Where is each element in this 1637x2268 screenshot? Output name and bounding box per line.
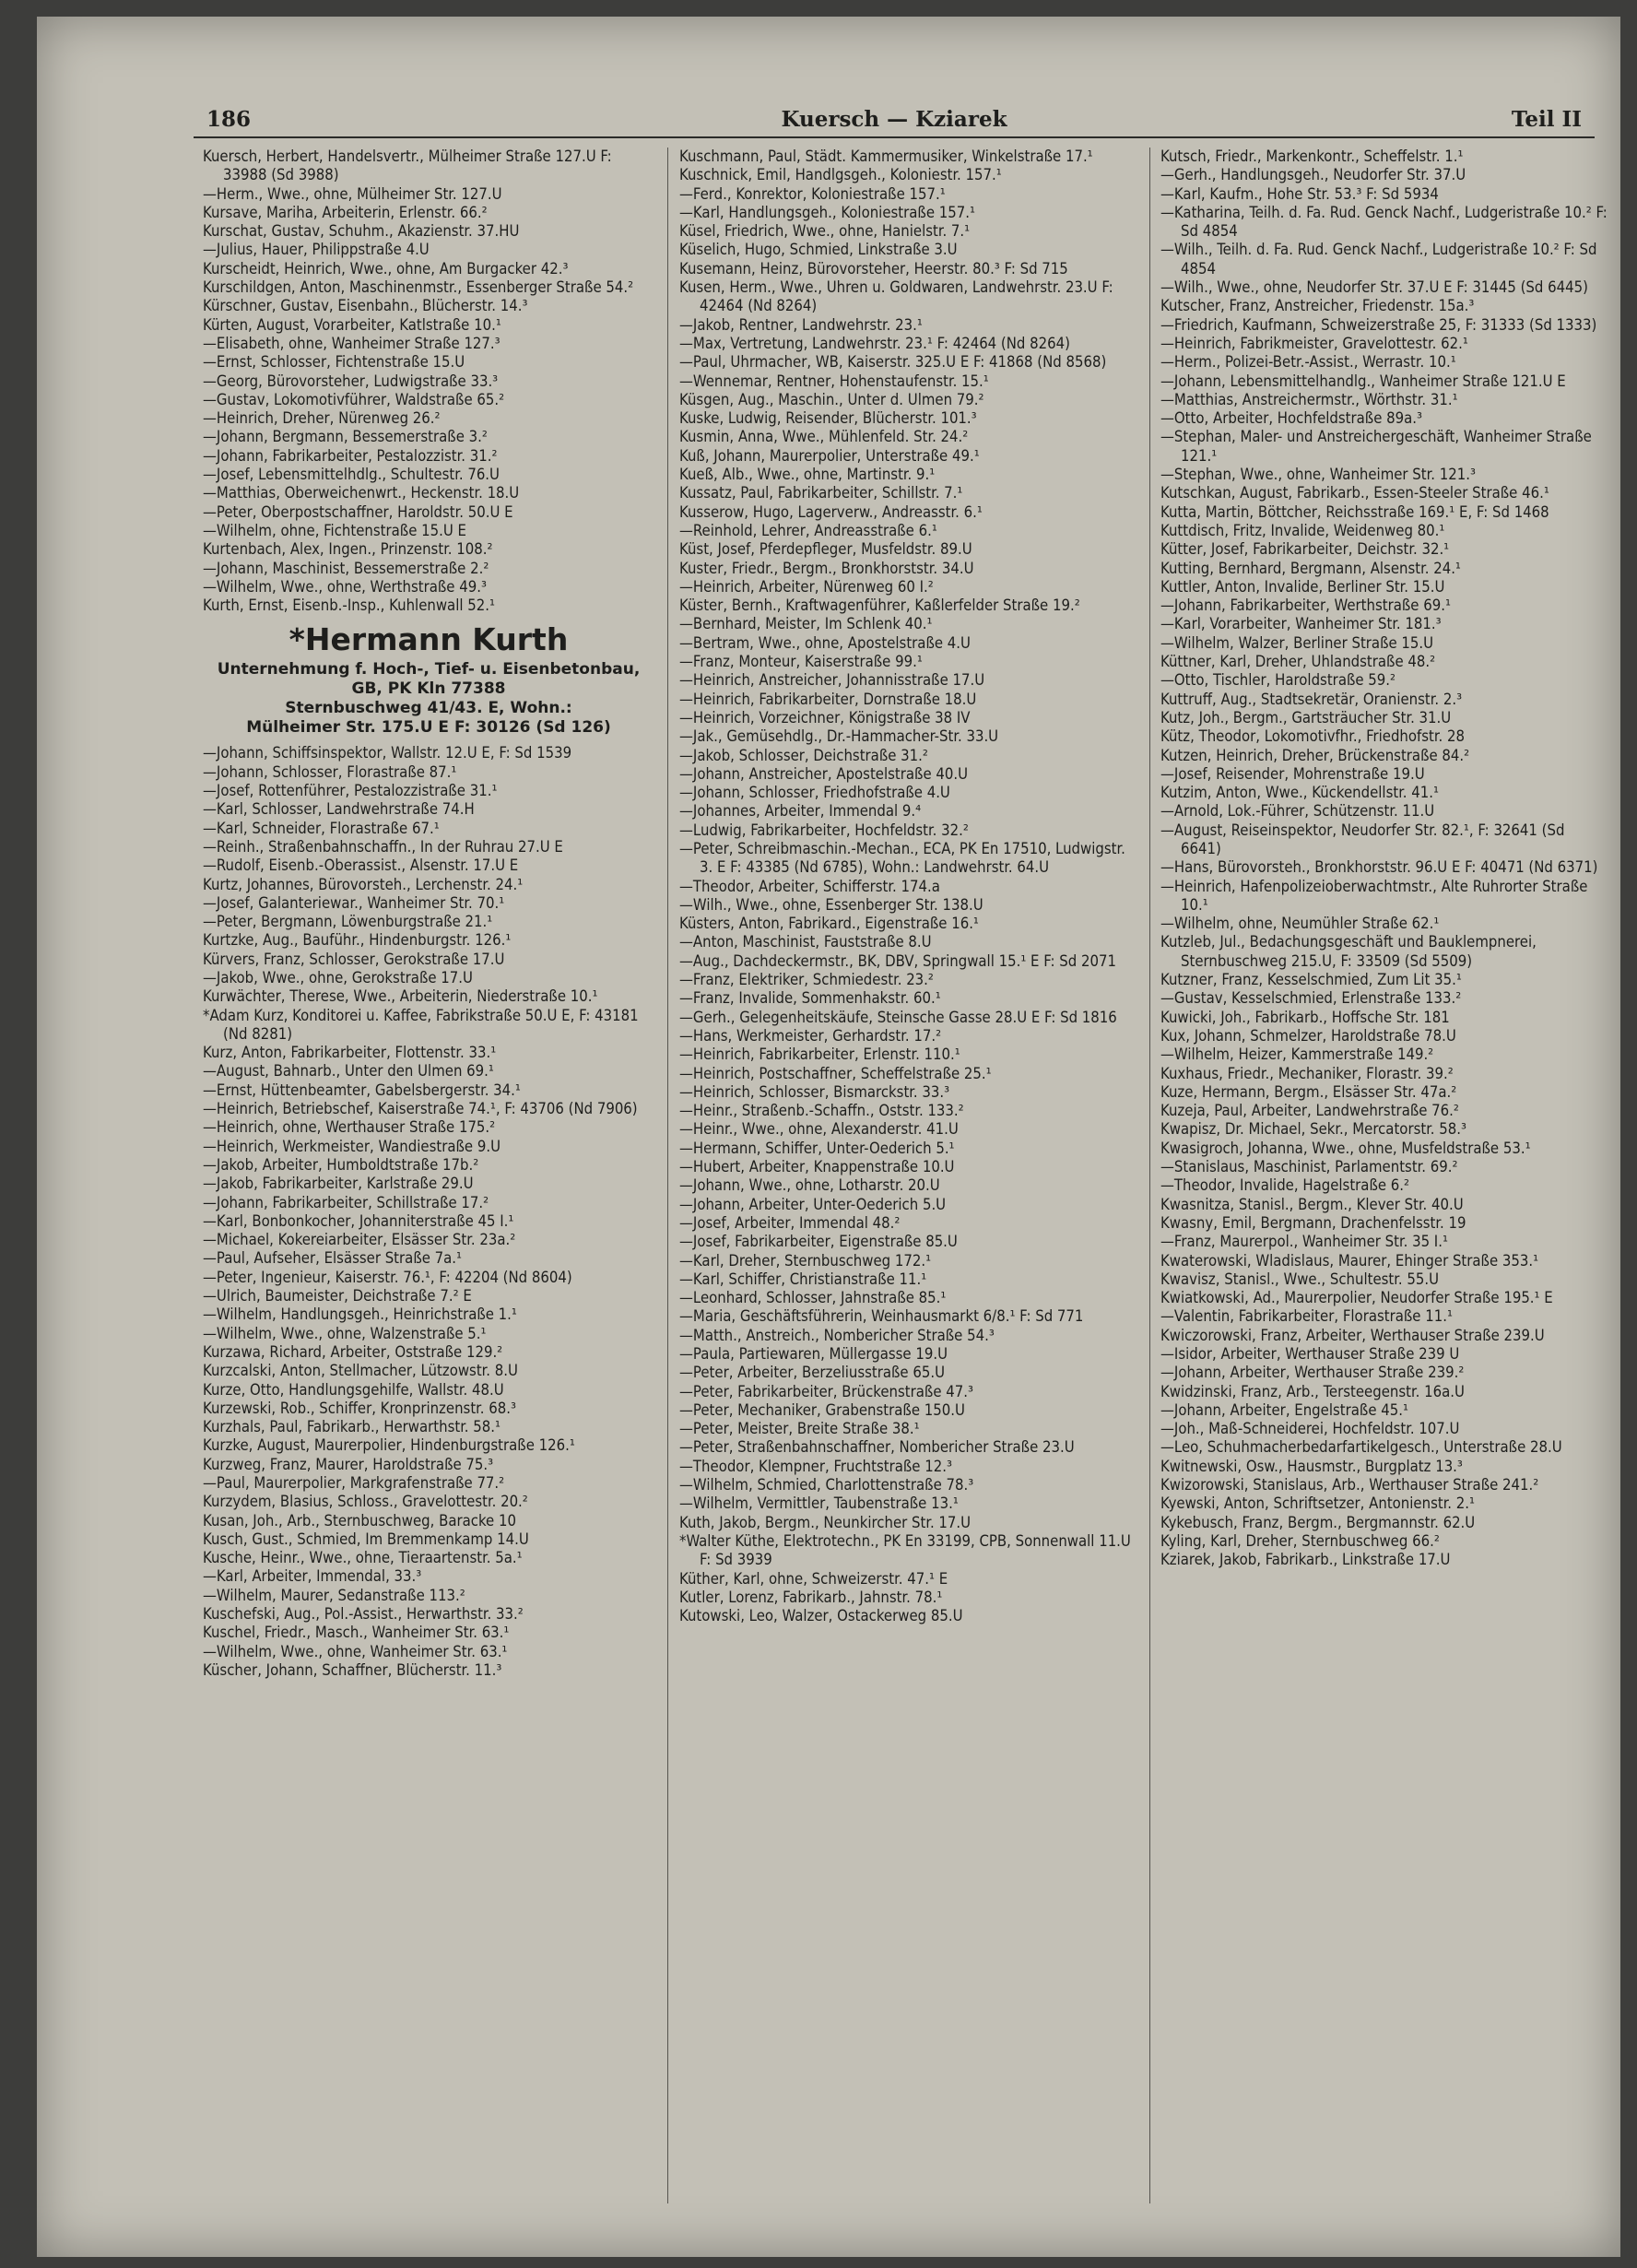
directory-entry: —Heinrich, Postschaffner, Scheffelstraße 25.¹ xyxy=(679,1064,992,1082)
directory-entry: Kusmin, Anna, Wwe., Mühlenfeld. Str. 24.² xyxy=(679,428,969,446)
directory-entry: —Johann, Maschinist, Bessemerstraße 2.² xyxy=(203,559,489,577)
directory-entry: *Adam Kurz, Konditorei u. Kaffee, Fabrikstraße 50.U E, F: 43181 (Nd 8281) xyxy=(203,1006,639,1043)
directory-entry: Kutta, Martin, Böttcher, Reichsstraße 169.¹ E, F: Sd 1468 xyxy=(1160,502,1549,521)
directory-entry: Kutting, Bernhard, Bergmann, Alsenstr. 24.¹ xyxy=(1160,559,1461,577)
directory-entry: —Wilhelm, Wwe., ohne, Walzenstraße 5.¹ xyxy=(203,1324,487,1342)
directory-entry: Kütz, Theodor, Lokomotivfhr., Friedhofstr. 28 xyxy=(1160,727,1465,746)
directory-entry: Kusan, Joh., Arb., Sternbuschweg, Baracke 10 xyxy=(203,1511,516,1530)
directory-entry: —Karl, Kaufm., Hohe Str. 53.³ F: Sd 5934 xyxy=(1160,184,1439,203)
directory-entry: Küsters, Anton, Fabrikard., Eigenstraße 16.¹ xyxy=(679,915,979,933)
directory-entry: Küster, Bernh., Kraftwagenführer, Kaßlerfelder Straße 19.² xyxy=(679,597,1080,615)
directory-entry: Kwapisz, Dr. Michael, Sekr., Mercatorstr. 58.³ xyxy=(1160,1120,1467,1139)
directory-entry: Kuttdisch, Fritz, Invalide, Weidenweg 80.¹ xyxy=(1160,521,1445,539)
directory-entry: —Wilhelm, ohne, Neumühler Straße 62.¹ xyxy=(1160,915,1440,933)
directory-entry: Kurzke, August, Maurerpolier, Hindenburgstraße 126.¹ xyxy=(203,1436,575,1455)
directory-entry: Kwaterowski, Wladislaus, Maurer, Ehinger Straße 353.¹ xyxy=(1160,1251,1539,1270)
directory-entry: —Johann, Arbeiter, Werthauser Straße 239.² xyxy=(1160,1364,1465,1382)
directory-entry: —Jakob, Fabrikarbeiter, Karlstraße 29.U xyxy=(203,1175,474,1193)
directory-entry: —Matthias, Anstreichermstr., Wörthstr. 31.¹ xyxy=(1160,390,1458,408)
directory-entry: —Josef, Fabrikarbeiter, Eigenstraße 85.U xyxy=(679,1233,958,1251)
directory-entry: Kurwächter, Therese, Wwe., Arbeiterin, Niederstraße 10.¹ xyxy=(203,987,598,1006)
directory-entry: Kussatz, Paul, Fabrikarbeiter, Schillstr. 7.¹ xyxy=(679,484,963,502)
directory-entry: Kuxhaus, Friedr., Mechaniker, Florastr. 39.² xyxy=(1160,1064,1454,1082)
directory-entry: Kuschel, Friedr., Masch., Wanheimer Str. 63.¹ xyxy=(203,1624,510,1642)
directory-entry: Kueß, Alb., Wwe., ohne, Martinstr. 9.¹ xyxy=(679,466,936,484)
directory-entry: Kurzydem, Blasius, Schloss., Gravelottestr. 20.² xyxy=(203,1493,528,1511)
directory-entry: Kwasny, Emil, Bergmann, Drachenfelsstr. 19 xyxy=(1160,1213,1466,1232)
directory-entry: —Stanislaus, Maschinist, Parlamentstr. 69.² xyxy=(1160,1158,1458,1176)
directory-entry: —Theodor, Klempner, Fruchtstraße 12.³ xyxy=(679,1457,952,1475)
directory-entry: Kuster, Friedr., Bergm., Bronkhorststr. 34.U xyxy=(679,559,974,577)
directory-entry: —Johann, Fabrikarbeiter, Schillstraße 17.² xyxy=(203,1193,489,1211)
directory-entry: —Wilhelm, Maurer, Sedanstraße 113.² xyxy=(203,1586,465,1604)
directory-entry: —Elisabeth, ohne, Wanheimer Straße 127.³ xyxy=(203,334,501,352)
directory-entry: —Heinrich, Arbeiter, Nürenweg 60 I.² xyxy=(679,577,934,596)
directory-entry: Kusch, Gust., Schmied, Im Bremmenkamp 14.U xyxy=(203,1530,529,1548)
directory-entry: Kursave, Mariha, Arbeiterin, Erlenstr. 66.² xyxy=(203,203,488,221)
directory-entry: —Gerh., Gelegenheitskäufe, Steinsche Gasse 28.U E F: Sd 1816 xyxy=(679,1008,1117,1026)
directory-entry: —Otto, Tischler, Haroldstraße 59.² xyxy=(1160,671,1396,690)
directory-entry: —Heinrich, Fabrikarbeiter, Dornstraße 18.U xyxy=(679,690,977,708)
directory-entry: —Aug., Dachdeckermstr., BK, DBV, Springwall 15.¹ E F: Sd 2071 xyxy=(679,951,1116,970)
directory-entry: —Wilhelm, Wwe., ohne, Wanheimer Str. 63.¹ xyxy=(203,1642,508,1660)
directory-entry: Kwitnewski, Osw., Hausmstr., Burgplatz 13.³ xyxy=(1160,1457,1463,1475)
directory-entry: —Leonhard, Schlosser, Jahnstraße 85.¹ xyxy=(679,1289,947,1307)
directory-entry: —Heinrich, Vorzeichner, Königstraße 38 IV xyxy=(679,708,971,726)
directory-entry: —Wilh., Wwe., ohne, Essenberger Str. 138.U xyxy=(679,895,983,914)
directory-entry: Kutzleb, Jul., Bedachungsgeschäft und Bauklempnerei, Sternbuschweg 215.U, F: 33509 (Sd 5509) xyxy=(1160,933,1537,970)
directory-entry: —Theodor, Arbeiter, Schifferstr. 174.a xyxy=(679,877,940,895)
directory-entry: —Heinrich, Betriebschef, Kaiserstraße 74.¹, F: 43706 (Nd 7906) xyxy=(203,1100,638,1118)
directory-entry: Kuske, Ludwig, Reisender, Blücherstr. 101.³ xyxy=(679,409,977,428)
directory-entry: —Heinrich, ohne, Werthauser Straße 175.² xyxy=(203,1118,496,1137)
part-label: Teil II xyxy=(1511,107,1582,132)
ad-line-2: Sternbuschweg 41/43. E, Wohn.: xyxy=(285,699,572,718)
directory-entry: Kyling, Karl, Dreher, Sternbuschweg 66.² xyxy=(1160,1531,1440,1550)
directory-entry: —Paul, Maurerpolier, Markgrafenstraße 77.² xyxy=(203,1474,505,1492)
directory-entry: Kutschkan, August, Fabrikarb., Essen-Steeler Straße 46.¹ xyxy=(1160,484,1549,502)
directory-entry: Kurzawa, Richard, Arbeiter, Oststraße 129.² xyxy=(203,1342,503,1361)
directory-entry: Kurschat, Gustav, Schuhm., Akazienstr. 37.HU xyxy=(203,222,520,241)
directory-entry: —Wilhelm, Heizer, Kammerstraße 149.² xyxy=(1160,1045,1434,1064)
directory-entry: —Johann, Lebensmittelhandlg., Wanheimer Straße 121.U E xyxy=(1160,372,1566,390)
directory-entry: Kutowski, Leo, Walzer, Ostackerweg 85.U xyxy=(679,1607,963,1625)
running-title: Kuersch — Kziarek xyxy=(781,107,1007,132)
directory-entry: —Ulrich, Baumeister, Deichstraße 7.² E xyxy=(203,1287,472,1305)
directory-entry: —Karl, Bonbonkocher, Johanniterstraße 45 I.¹ xyxy=(203,1211,514,1230)
directory-entry: —Josef, Lebensmittelhdlg., Schultestr. 76.U xyxy=(203,466,500,484)
directory-entry: —Karl, Schiffer, Christianstraße 11.¹ xyxy=(679,1270,927,1288)
directory-entry: Kuttler, Anton, Invalide, Berliner Str. 15.U xyxy=(1160,577,1445,596)
directory-entry: Kutscher, Franz, Anstreicher, Friedenstr. 15a.³ xyxy=(1160,297,1475,315)
directory-entry: Kwiczorowski, Franz, Arbeiter, Werthauser Straße 239.U xyxy=(1160,1326,1545,1344)
directory-entry: —Johann, Fabrikarbeiter, Pestalozzistr. 31.² xyxy=(203,446,498,465)
directory-entry: —Johannes, Arbeiter, Immendal 9.⁴ xyxy=(679,802,922,821)
directory-entry: —Johann, Schlosser, Florastraße 87.¹ xyxy=(203,762,457,781)
directory-entry: Kurzweg, Franz, Maurer, Haroldstraße 75.³ xyxy=(203,1455,494,1473)
page-sheet xyxy=(37,17,1620,2257)
directory-entry: —Karl, Handlungsgeh., Koloniestraße 157.¹ xyxy=(679,203,975,221)
directory-entry: —Ferd., Konrektor, Koloniestraße 157.¹ xyxy=(679,184,946,203)
directory-entry: —Isidor, Arbeiter, Werthauser Straße 239 U xyxy=(1160,1345,1460,1363)
directory-entry: —Paula, Partiewaren, Müllergasse 19.U xyxy=(679,1345,948,1363)
advertisement-hermann-kurth xyxy=(203,620,654,738)
directory-entry: —Paul, Uhrmacher, WB, Kaiserstr. 325.U E F: 41868 (Nd 8568) xyxy=(679,353,1107,372)
directory-entry: —Wilhelm, Handlungsgeh., Heinrichstraße 1.¹ xyxy=(203,1305,517,1324)
directory-entry: Kutsch, Friedr., Markenkontr., Scheffelstr. 1.¹ xyxy=(1160,148,1464,165)
directory-entry: Kurze, Otto, Handlungsgehilfe, Wallstr. 48.U xyxy=(203,1380,504,1399)
directory-entry: —Hermann, Schiffer, Unter-Oederich 5.¹ xyxy=(679,1139,955,1157)
directory-entry: —Wilhelm, ohne, Fichtenstraße 15.U E xyxy=(203,521,466,539)
directory-entry: —Heinrich, Dreher, Nürenweg 26.² xyxy=(203,409,441,428)
directory-entry: —August, Bahnarb., Unter den Ulmen 69.¹ xyxy=(203,1062,494,1081)
directory-entry: Kurth, Ernst, Eisenb.-Insp., Kuhlenwall 52.¹ xyxy=(203,597,495,615)
directory-entry: Kurtzke, Aug., Bauführ., Hindenburgstr. 126.¹ xyxy=(203,931,512,950)
directory-entry: Kuzeja, Paul, Arbeiter, Landwehrstraße 76.² xyxy=(1160,1102,1459,1120)
directory-entry: Kusserow, Hugo, Lagerverw., Andreasstr. 6.¹ xyxy=(679,502,983,521)
directory-entry: Kyewski, Anton, Schriftsetzer, Antonienstr. 2.¹ xyxy=(1160,1494,1476,1513)
directory-entry: —Hubert, Arbeiter, Knappenstraße 10.U xyxy=(679,1158,955,1176)
directory-entry: Kurscheidt, Heinrich, Wwe., ohne, Am Burgacker 42.³ xyxy=(203,259,569,278)
directory-entry: —Leo, Schuhmacherbedarfartikelgesch., Unterstraße 28.U xyxy=(1160,1438,1562,1457)
directory-entry: —Jakob, Schlosser, Deichstraße 31.² xyxy=(679,746,928,764)
ad-name: *Hermann Kurth xyxy=(289,621,569,658)
directory-entry: Kusemann, Heinz, Bürovorsteher, Heerstr. 80.³ F: Sd 715 xyxy=(679,259,1068,278)
directory-entry: Küsgen, Aug., Maschin., Unter d. Ulmen 79.² xyxy=(679,390,984,408)
directory-entry: Kwasnitza, Stanisl., Bergm., Klever Str. 40.U xyxy=(1160,1195,1464,1213)
directory-entry: —Heinrich, Anstreicher, Johannisstraße 17.U xyxy=(679,671,985,690)
directory-entry: —Gustav, Kesselschmied, Erlenstraße 133.² xyxy=(1160,989,1462,1008)
directory-entry: —Peter, Arbeiter, Berzeliusstraße 65.U xyxy=(679,1364,946,1382)
directory-entry: —Ernst, Hüttenbeamter, Gabelsbergerstr. 34.¹ xyxy=(203,1081,521,1099)
directory-entry: —Peter, Bergmann, Löwenburgstraße 21.¹ xyxy=(203,913,493,931)
directory-entry: —Wilhelm, Wwe., ohne, Werthstraße 49.³ xyxy=(203,577,487,596)
directory-entry: Kuersch, Herbert, Handelsvertr., Mülheimer Straße 127.U F: 33988 (Sd 3988) xyxy=(203,148,612,184)
directory-entry: Küscher, Johann, Schaffner, Blücherstr. 11.³ xyxy=(203,1660,502,1679)
directory-entry: —Wilh., Wwe., ohne, Neudorfer Str. 37.U E F: 31445 (Sd 6445) xyxy=(1160,278,1588,297)
directory-entry: —Peter, Mechaniker, Grabenstraße 150.U xyxy=(679,1400,965,1419)
directory-entry: Küttner, Karl, Dreher, Uhlandstraße 48.² xyxy=(1160,653,1436,671)
directory-entry: —Johann, Schiffsinspektor, Wallstr. 12.U E, F: Sd 1539 xyxy=(203,744,572,762)
column-divider xyxy=(1149,148,1150,2203)
directory-entry: —Herm., Polizei-Betr.-Assist., Werrastr. 10.¹ xyxy=(1160,353,1456,372)
directory-entry: —Jakob, Arbeiter, Humboldtstraße 17b.² xyxy=(203,1155,479,1174)
directory-entry: —Wilh., Teilh. d. Fa. Rud. Genck Nachf., Ludgeristraße 10.² F: Sd 4854 xyxy=(1160,241,1597,278)
directory-entry: —Gustav, Lokomotivführer, Waldstraße 65.² xyxy=(203,390,505,408)
directory-entry: —Josef, Arbeiter, Immendal 48.² xyxy=(679,1213,901,1232)
directory-entry: —Peter, Straßenbahnschaffner, Nombericher Straße 23.U xyxy=(679,1438,1075,1457)
directory-entry: Kusen, Herm., Wwe., Uhren u. Goldwaren, Landwehrstr. 23.U F: 42464 (Nd 8264) xyxy=(679,278,1113,315)
column-2 xyxy=(679,148,1137,2203)
directory-entry: Kuwicki, Joh., Fabrikarb., Hoffsche Str. 181 xyxy=(1160,1008,1450,1026)
directory-entry: —Johann, Anstreicher, Apostelstraße 40.U xyxy=(679,764,969,783)
directory-entry: —Karl, Schneider, Florastraße 67.¹ xyxy=(203,819,440,837)
directory-entry: —Herm., Wwe., ohne, Mülheimer Str. 127.U xyxy=(203,184,502,203)
directory-entry: —Heinrich, Schlosser, Bismarckstr. 33.³ xyxy=(679,1082,950,1101)
directory-entry: Kürten, August, Vorarbeiter, Katlstraße 10.¹ xyxy=(203,315,501,334)
directory-entry: Kusche, Heinr., Wwe., ohne, Tieraartenstr. 5a.¹ xyxy=(203,1549,523,1567)
directory-entry: —Paul, Aufseher, Elsässer Straße 7a.¹ xyxy=(203,1249,463,1268)
directory-entry: —Jakob, Wwe., ohne, Gerokstraße 17.U xyxy=(203,968,473,986)
directory-entry: Kurtz, Johannes, Bürovorsteh., Lerchenstr. 24.¹ xyxy=(203,875,524,893)
directory-entry: —Katharina, Teilh. d. Fa. Rud. Genck Nachf., Ludgeristraße 10.² F: Sd 4854 xyxy=(1160,203,1608,241)
directory-entry: —Rudolf, Eisenb.-Oberassist., Alsenstr. 17.U E xyxy=(203,856,519,875)
directory-entry: —Johann, Schlosser, Friedhofstraße 4.U xyxy=(679,784,950,802)
directory-entry: Kurzcalski, Anton, Stellmacher, Lützowstr. 8.U xyxy=(203,1362,518,1380)
directory-entry: Kurz, Anton, Fabrikarbeiter, Flottenstr. 33.¹ xyxy=(203,1044,497,1062)
directory-entry: —Peter, Fabrikarbeiter, Brückenstraße 47.³ xyxy=(679,1382,973,1400)
directory-entry: Kurzhals, Paul, Fabrikarb., Herwarthstr. 58.¹ xyxy=(203,1418,501,1436)
directory-entry: —Joh., Maß-Schneiderei, Hochfeldstr. 107.U xyxy=(1160,1420,1460,1438)
directory-entry: —Michael, Kokereiarbeiter, Elsässer Str. 23a.² xyxy=(203,1231,516,1249)
page-header xyxy=(194,100,1595,138)
directory-entry: —Anton, Maschinist, Fauststraße 8.U xyxy=(679,933,932,951)
directory-entry: Kuth, Jakob, Bergm., Neunkircher Str. 17.U xyxy=(679,1513,972,1531)
directory-entry: —Georg, Bürovorsteher, Ludwigstraße 33.³ xyxy=(203,372,499,390)
directory-entry: Kutzen, Heinrich, Dreher, Brückenstraße 84.² xyxy=(1160,746,1470,764)
directory-entry: Kurzewski, Rob., Schiffer, Kronprinzenstr. 68.³ xyxy=(203,1399,516,1417)
directory-entry: —Peter, Ingenieur, Kaiserstr. 76.¹, F: 42204 (Nd 8604) xyxy=(203,1268,572,1286)
directory-entry: Kuß, Johann, Maurerpolier, Unterstraße 49.¹ xyxy=(679,446,980,465)
page-number: 186 xyxy=(206,107,252,132)
directory-entry: —Jakob, Rentner, Landwehrstr. 23.¹ xyxy=(679,315,923,334)
directory-entry: Kütter, Josef, Fabrikarbeiter, Deichstr. 32.¹ xyxy=(1160,540,1450,559)
directory-entry: —Wennemar, Rentner, Hohenstaufenstr. 15.¹ xyxy=(679,372,989,390)
directory-entry: —Karl, Arbeiter, Immendal, 33.³ xyxy=(203,1567,422,1586)
directory-entry: —Valentin, Fabrikarbeiter, Florastraße 11.¹ xyxy=(1160,1307,1453,1326)
directory-entry: —August, Reiseinspektor, Neudorfer Str. 82.¹, F: 32641 (Sd 6641) xyxy=(1160,821,1565,857)
directory-entry: —Ludwig, Fabrikarbeiter, Hochfeldstr. 32.² xyxy=(679,821,969,839)
directory-entry: —Reinhold, Lehrer, Andreasstraße 6.¹ xyxy=(679,521,937,539)
ad-line-3: Mülheimer Str. 175.U E F: 30126 (Sd 126) xyxy=(246,718,611,738)
column-3 xyxy=(1160,148,1608,2203)
directory-entry: —Franz, Maurerpol., Wanheimer Str. 35 I.¹ xyxy=(1160,1233,1448,1251)
directory-entry: Kuschnick, Emil, Handlgsgeh., Koloniestr. 157.¹ xyxy=(679,166,1002,184)
directory-entry: Kurschildgen, Anton, Maschinenmstr., Essenberger Straße 54.² xyxy=(203,278,634,297)
directory-entry: —Max, Vertretung, Landwehrstr. 23.¹ F: 42464 (Nd 8264) xyxy=(679,334,1070,352)
directory-entry: —Josef, Galanteriewar., Wanheimer Str. 70.¹ xyxy=(203,893,505,912)
directory-entry: —Karl, Vorarbeiter, Wanheimer Str. 181.³ xyxy=(1160,615,1442,633)
directory-entry: —Johann, Arbeiter, Unter-Oederich 5.U xyxy=(679,1195,947,1213)
directory-entry: Kwizorowski, Stanislaus, Arb., Werthauser Straße 241.² xyxy=(1160,1476,1539,1494)
directory-entry: —Ernst, Schlosser, Fichtenstraße 15.U xyxy=(203,353,465,372)
directory-entry: —Peter, Oberpostschaffner, Haroldstr. 50.U E xyxy=(203,502,513,521)
directory-entry: —Heinrich, Werkmeister, Wandiestraße 9.U xyxy=(203,1137,501,1155)
directory-entry: Kuze, Hermann, Bergm., Elsässer Str. 47a.² xyxy=(1160,1082,1457,1101)
directory-entry: Kutler, Lorenz, Fabrikarb., Jahnstr. 78.¹ xyxy=(679,1588,943,1606)
column-1-entries-top xyxy=(203,148,654,615)
directory-entry: Kuschefski, Aug., Pol.-Assist., Herwarthstr. 33.² xyxy=(203,1605,524,1624)
directory-entry: Kwiatkowski, Ad., Maurerpolier, Neudorfer Straße 195.¹ E xyxy=(1160,1289,1553,1307)
directory-entry: —Heinrich, Fabrikarbeiter, Erlenstr. 110.¹ xyxy=(679,1045,960,1064)
directory-entry: Kziarek, Jakob, Fabrikarb., Linkstraße 17.U xyxy=(1160,1551,1451,1569)
directory-entry: *Walter Küthe, Elektrotechn., PK En 33199, CPB, Sonnenwall 11.U F: Sd 3939 xyxy=(679,1531,1131,1569)
directory-entry: Kuschmann, Paul, Städt. Kammermusiker, Winkelstraße 17.¹ xyxy=(679,148,1093,165)
directory-entry: —Arnold, Lok.-Führer, Schützenstr. 11.U xyxy=(1160,802,1435,821)
directory-entry: —Jak., Gemüsehdlg., Dr.-Hammacher-Str. 33.U xyxy=(679,727,999,746)
directory-entry: Küselich, Hugo, Schmied, Linkstraße 3.U xyxy=(679,241,958,259)
directory-entry: —Karl, Dreher, Sternbuschweg 172.¹ xyxy=(679,1251,932,1270)
directory-entry: Kurtenbach, Alex, Ingen., Prinzenstr. 108.² xyxy=(203,540,493,559)
directory-entry: —Hans, Werkmeister, Gerhardstr. 17.² xyxy=(679,1026,942,1045)
directory-entry: Kux, Johann, Schmelzer, Haroldstraße 78.U xyxy=(1160,1026,1456,1045)
ad-line-1: Unternehmung f. Hoch-, Tief- u. Eisenbetonbau, GB, PK Kln 77388 xyxy=(217,660,641,699)
directory-entry: —Johann, Wwe., ohne, Lotharstr. 20.U xyxy=(679,1176,940,1195)
directory-entry: —Wilhelm, Vermittler, Taubenstraße 13.¹ xyxy=(679,1494,959,1513)
directory-entry: Kwasigroch, Johanna, Wwe., ohne, Musfeldstraße 53.¹ xyxy=(1160,1139,1531,1157)
directory-entry: —Bernhard, Meister, Im Schlenk 40.¹ xyxy=(679,615,933,633)
directory-entry: —Peter, Schreibmaschin.-Mechan., ECA, PK En 17510, Ludwigstr. 3. E F: 43385 (Nd 6785), Wohn.: Landwehrstr. 64.U xyxy=(679,839,1125,877)
directory-entry: —Hans, Bürovorsteh., Bronkhorststr. 96.U E F: 40471 (Nd 6371) xyxy=(1160,858,1598,877)
directory-entry: —Heinrich, Hafenpolizeioberwachtmstr., Alte Ruhrorter Straße 10.¹ xyxy=(1160,877,1588,914)
column-1 xyxy=(203,148,654,2203)
directory-entry: —Theodor, Invalide, Hagelstraße 6.² xyxy=(1160,1176,1409,1195)
directory-entry: —Matthias, Oberweichenwrt., Heckenstr. 18.U xyxy=(203,484,520,502)
directory-entry: —Stephan, Wwe., ohne, Wanheimer Str. 121.³ xyxy=(1160,466,1476,484)
directory-entry: —Gerh., Handlungsgeh., Neudorfer Str. 37.U xyxy=(1160,166,1466,184)
column-divider xyxy=(667,148,668,2203)
directory-entry: —Reinh., Straßenbahnschaffn., In der Ruhrau 27.U E xyxy=(203,837,563,856)
directory-entry: —Peter, Meister, Breite Straße 38.¹ xyxy=(679,1420,920,1438)
directory-entry: Kwidzinski, Franz, Arb., Tersteegenstr. 16a.U xyxy=(1160,1382,1465,1400)
directory-entry: Kürschner, Gustav, Eisenbahn., Blücherstr. 14.³ xyxy=(203,297,528,315)
directory-entry: Kürvers, Franz, Schlosser, Gerokstraße 17.U xyxy=(203,950,505,968)
directory-entry: Kutzim, Anton, Wwe., Kückendellstr. 41.¹ xyxy=(1160,784,1439,802)
directory-entry: —Heinr., Wwe., ohne, Alexanderstr. 41.U xyxy=(679,1120,959,1139)
directory-entry: —Karl, Schlosser, Landwehrstraße 74.H xyxy=(203,800,475,819)
directory-entry: —Julius, Hauer, Philippstraße 4.U xyxy=(203,241,430,259)
directory-entry: —Wilhelm, Walzer, Berliner Straße 15.U xyxy=(1160,633,1434,652)
directory-entry: —Friedrich, Kaufmann, Schweizerstraße 25, F: 31333 (Sd 1333) xyxy=(1160,315,1597,334)
directory-entry: —Johann, Arbeiter, Engelstraße 45.¹ xyxy=(1160,1400,1408,1419)
directory-entry: —Maria, Geschäftsführerin, Weinhausmarkt 6/8.¹ F: Sd 771 xyxy=(679,1307,1084,1326)
directory-entry: Küst, Josef, Pferdepfleger, Musfeldstr. 89.U xyxy=(679,540,972,559)
directory-entry: —Stephan, Maler- und Anstreichergeschäft, Wanheimer Straße 121.¹ xyxy=(1160,428,1592,465)
directory-entry: —Josef, Rottenführer, Pestalozzistraße 31.¹ xyxy=(203,782,498,800)
directory-entry: Kykebusch, Franz, Bergm., Bergmannstr. 62.U xyxy=(1160,1513,1476,1531)
directory-entry: Kutzner, Franz, Kesselschmied, Zum Lit 35.¹ xyxy=(1160,971,1462,989)
directory-entry: —Wilhelm, Schmied, Charlottenstraße 78.³ xyxy=(679,1476,974,1494)
directory-entry: —Heinr., Straßenb.-Schaffn., Oststr. 133.² xyxy=(679,1102,964,1120)
directory-entry: —Heinrich, Fabrikmeister, Gravelottestr. 62.¹ xyxy=(1160,334,1468,352)
directory-entry: —Franz, Monteur, Kaiserstraße 99.¹ xyxy=(679,653,923,671)
directory-entry: Kuttruff, Aug., Stadtsekretär, Oranienstr. 2.³ xyxy=(1160,690,1463,708)
directory-entry: Küther, Karl, ohne, Schweizerstr. 47.¹ E xyxy=(679,1569,948,1588)
directory-entry: Küsel, Friedrich, Wwe., ohne, Hanielstr. 7.¹ xyxy=(679,222,971,241)
directory-entry: —Franz, Invalide, Sommenhakstr. 60.¹ xyxy=(679,989,941,1008)
directory-entry: —Johann, Bergmann, Bessemerstraße 3.² xyxy=(203,428,488,446)
directory-entry: —Franz, Elektriker, Schmiedestr. 23.² xyxy=(679,971,934,989)
directory-entry: —Johann, Fabrikarbeiter, Werthstraße 69.¹ xyxy=(1160,597,1451,615)
directory-entry: —Josef, Reisender, Mohrenstraße 19.U xyxy=(1160,764,1425,783)
column-1-entries-bottom xyxy=(203,744,654,1680)
directory-entry: Kwavisz, Stanisl., Wwe., Schultestr. 55.U xyxy=(1160,1270,1440,1288)
directory-entry: —Otto, Arbeiter, Hochfeldstraße 89a.³ xyxy=(1160,409,1423,428)
directory-entry: —Matth., Anstreich., Nombericher Straße 54.³ xyxy=(679,1326,995,1344)
directory-entry: Kutz, Joh., Bergm., Gartsträucher Str. 31.U xyxy=(1160,708,1452,726)
directory-entry: —Bertram, Wwe., ohne, Apostelstraße 4.U xyxy=(679,633,971,652)
